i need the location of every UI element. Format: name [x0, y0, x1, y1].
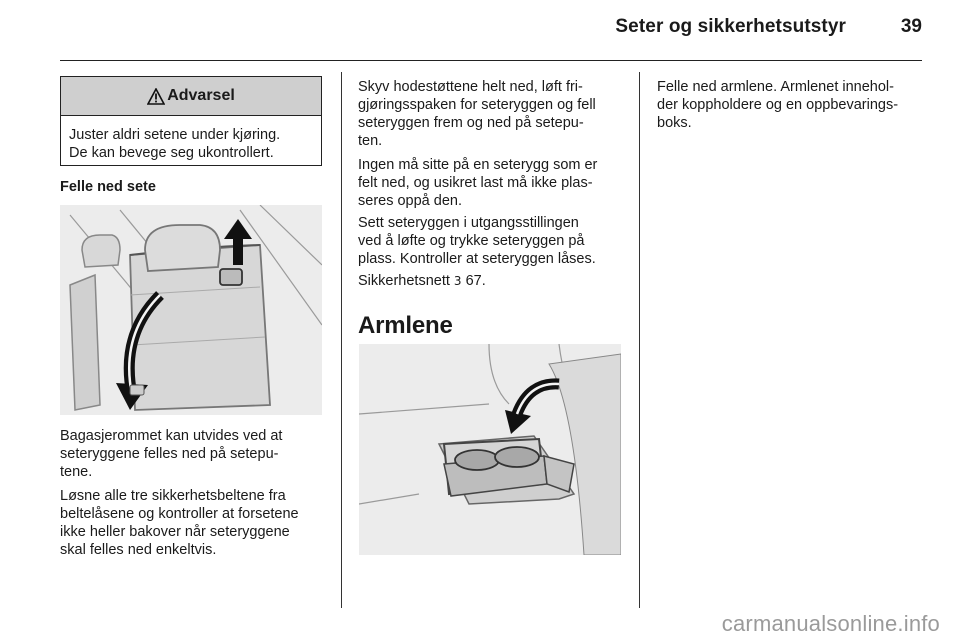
warning-line: De kan bevege seg ukontrollert. — [69, 145, 274, 161]
warning-triangle-icon — [147, 88, 165, 105]
warning-text — [61, 116, 321, 162]
text-line: seteryggen frem og ned på setepu- — [358, 115, 584, 131]
page-title: Seter og sikkerhetsutstyr — [615, 16, 846, 37]
armrest-illustration — [359, 344, 621, 555]
text-line: beltelåsene og kontroller at forsetene — [60, 506, 299, 522]
warning-title: Advarsel — [167, 87, 235, 104]
column-divider-2 — [639, 72, 640, 608]
paragraph-headrests — [358, 78, 596, 150]
text-line: Bagasjerommet kan utvides ved at — [60, 428, 283, 444]
text-line: gjøringsspaken for seteryggen og fell — [358, 97, 596, 113]
header-divider — [60, 60, 922, 61]
text-line: ved å løfte og trykke seteryggen på — [358, 233, 585, 249]
text-line: ten. — [358, 133, 383, 149]
paragraph-fold-armrest — [657, 78, 898, 132]
page-reference-icon: 3 — [453, 274, 462, 288]
text-line: Sett seteryggen i utgangsstillingen — [358, 215, 579, 231]
paragraph-reset-seat — [358, 214, 596, 268]
subheading-fold-seat: Felle ned sete — [60, 179, 156, 195]
text-line: Ingen må sitte på en seterygg som er — [358, 157, 598, 173]
text-line: Skyv hodestøttene helt ned, løft fri- — [358, 79, 583, 95]
seat-fold-illustration — [60, 205, 322, 415]
text-line: der koppholdere og en oppbevarings- — [657, 97, 899, 113]
section-title-armrest: Armlene — [358, 312, 453, 339]
watermark-text: carmanualsonline.info — [721, 611, 940, 636]
reference-page[interactable]: 67. — [465, 273, 486, 289]
text-line: boks. — [657, 115, 692, 131]
paragraph-expand-trunk — [60, 427, 282, 481]
warning-line: Juster aldri setene under kjøring. — [69, 127, 281, 143]
warning-header — [61, 77, 321, 116]
text-line: tene. — [60, 464, 93, 480]
text-line: seres oppå den. — [358, 193, 462, 209]
warning-box — [60, 76, 322, 166]
text-line: seteryggene felles ned på setepu- — [60, 446, 279, 462]
text-line: Løsne alle tre sikkerhetsbeltene fra — [60, 488, 286, 504]
text-line: Felle ned armlene. Armlenet innehol- — [657, 79, 894, 95]
text-line: felt ned, og usikret last må ikke plas- — [358, 175, 593, 191]
reference-text: Sikkerhetsnett — [358, 273, 450, 289]
text-line: plass. Kontroller at seteryggen låses. — [358, 251, 596, 267]
text-line: ikke heller bakover når seteryggene — [60, 524, 290, 540]
paragraph-no-sitting — [358, 156, 597, 210]
safety-net-reference — [358, 272, 486, 290]
column-divider-1 — [341, 72, 342, 608]
text-line: skal felles ned enkeltvis. — [60, 542, 217, 558]
paragraph-release-belts — [60, 487, 299, 559]
page-number: 39 — [900, 16, 922, 37]
